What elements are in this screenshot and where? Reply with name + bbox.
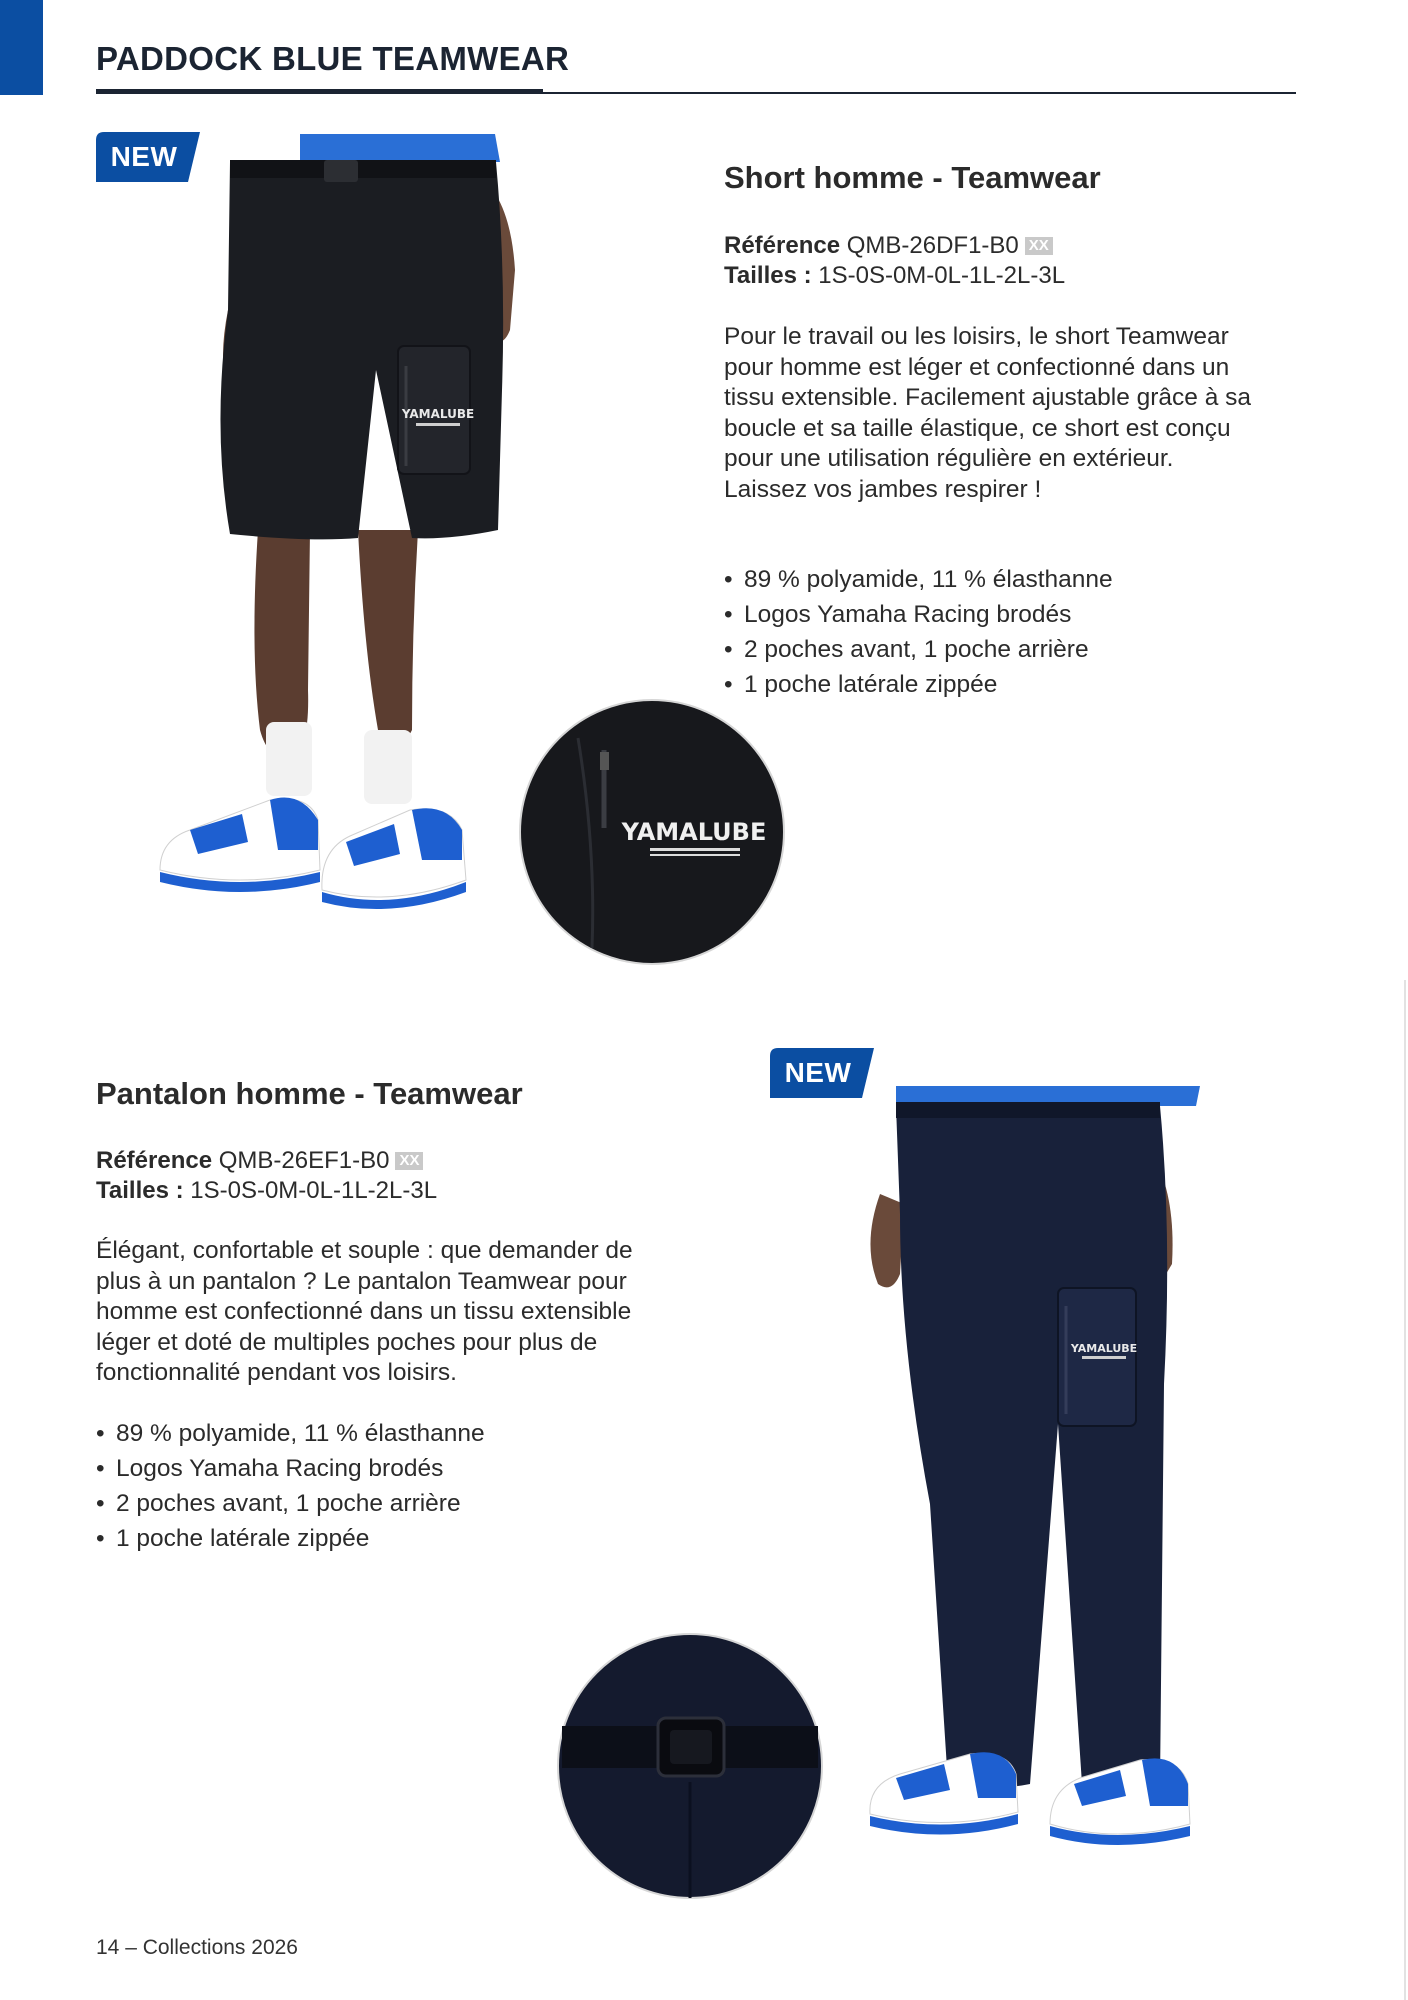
reference-value: QMB-26EF1-B0 (218, 1147, 390, 1174)
shorts-model-photo (150, 130, 580, 920)
page-number: 14 (96, 1936, 120, 1959)
feature-item: • 1 poche latérale zippée (724, 667, 1113, 702)
sizes-line (96, 1176, 437, 1206)
title-underline (96, 89, 543, 94)
feature-item: • 2 poches avant, 1 poche arrière (96, 1486, 485, 1521)
pants-model-photo (860, 1084, 1210, 1854)
product-name-pants: Pantalon homme - Teamwear (96, 1076, 523, 1111)
new-badge (770, 1048, 874, 1098)
feature-list (96, 1416, 485, 1556)
feature-item: • Logos Yamaha Racing brodés (724, 597, 1113, 632)
shorts-detail-photo (518, 698, 786, 966)
corner-tab (0, 0, 43, 95)
reference-line (724, 231, 1053, 261)
page-footer (96, 1936, 298, 1960)
pants-logo: YAMALUBE (1070, 1342, 1138, 1355)
shorts-logo: YAMALUBE (401, 407, 475, 421)
product-description: Élégant, confortable et souple : que demander de plus à un pantalon ? Le pantalon Teamwear pour homme est confectionné dans un tissu extensible léger et doté de multiples poches pour plus de fonctionnalité pendant vos loisirs. (96, 1237, 633, 1386)
page-title: PADDOCK BLUE TEAMWEAR (96, 40, 570, 77)
sizes-value: 1S-0S-0M-0L-1L-2L-3L (818, 262, 1066, 289)
feature-item: • 89 % polyamide, 11 % élasthanne (724, 562, 1113, 597)
reference-suffix: XX (395, 1152, 423, 1170)
page-edge-line (1404, 980, 1406, 2000)
footer-text: – Collections 2026 (125, 1936, 298, 1959)
feature-item: • 1 poche latérale zippée (96, 1521, 485, 1556)
feature-item: • Logos Yamaha Racing brodés (96, 1451, 485, 1486)
reference-suffix: XX (1025, 237, 1053, 255)
sizes-label: Tailles : (724, 262, 812, 289)
sizes-line (724, 261, 1065, 291)
product-name-shorts: Short homme - Teamwear (724, 160, 1101, 195)
feature-item: • 2 poches avant, 1 poche arrière (724, 632, 1113, 667)
pants-detail-photo (556, 1632, 824, 1900)
feature-item: • 89 % polyamide, 11 % élasthanne (96, 1416, 485, 1451)
badge-label: NEW (110, 141, 178, 172)
reference-line (96, 1146, 423, 1176)
product-description: Pour le travail ou les loisirs, le short Teamwear pour homme est léger et confectionné dans un tissu extensible. Facilement ajustable grâce à sa boucle et sa taille élastique, ce short est conçu pour une utilisation régulière en extérieur. Laissez vos jambes respirer ! (724, 323, 1252, 503)
reference-label: Référence (724, 232, 841, 259)
sizes-label: Tailles : (96, 1177, 184, 1204)
reference-label: Référence (96, 1147, 213, 1174)
feature-list (724, 562, 1113, 702)
badge-label: NEW (784, 1057, 852, 1088)
reference-value: QMB-26DF1-B0 (846, 232, 1019, 259)
shorts-detail-logo: YAMALUBE (621, 818, 767, 846)
sizes-value: 1S-0S-0M-0L-1L-2L-3L (190, 1177, 438, 1204)
